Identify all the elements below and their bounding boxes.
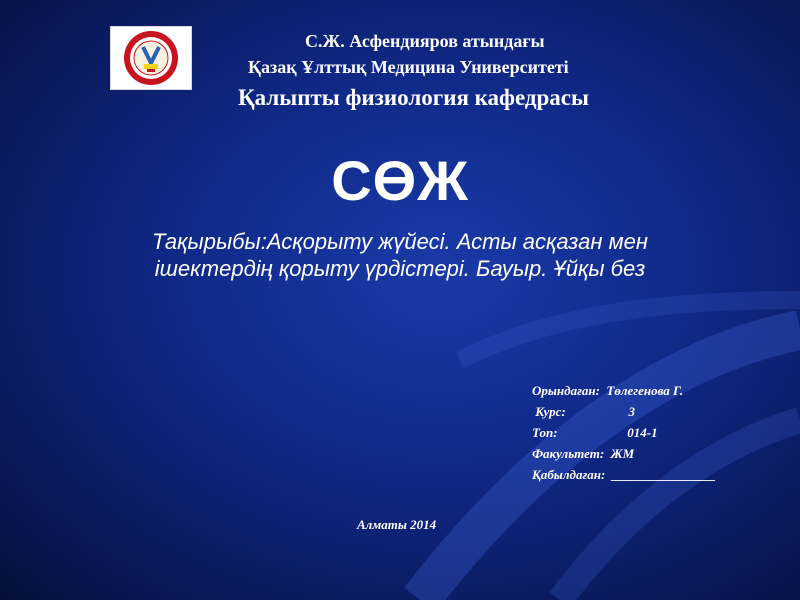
slide-title: СӨЖ bbox=[331, 149, 469, 212]
city-year: Алматы 2014 bbox=[357, 517, 437, 532]
header-line-2: Қазақ Ұлттық Медицина Университеті bbox=[248, 57, 569, 77]
topic-text bbox=[80, 228, 720, 282]
info-label: Курс: bbox=[535, 404, 566, 419]
info-value: ЖМ bbox=[610, 446, 635, 461]
info-value: 3 bbox=[628, 404, 635, 419]
topic-line-1: Тақырыбы:Асқорыту жүйесі. Асты асқазан мен bbox=[151, 229, 649, 254]
topic-line-2: ішектердің қорыту үрдістері. Бауыр. Ұйқы без bbox=[154, 256, 646, 281]
info-label: Факультет: bbox=[532, 446, 605, 461]
info-label: Қабылдаған: bbox=[532, 467, 606, 482]
info-row-faculty bbox=[532, 443, 792, 464]
info-row-group bbox=[532, 422, 792, 443]
header-line-1: С.Ж. Асфендияров атындағы bbox=[305, 31, 545, 51]
university-logo bbox=[110, 26, 192, 90]
department-title: Қалыпты физиология кафедрасы bbox=[238, 85, 589, 110]
info-row-author bbox=[532, 380, 792, 401]
info-row-reviewer bbox=[532, 464, 792, 485]
info-row-course bbox=[532, 401, 792, 422]
info-value: 014-1 bbox=[627, 425, 658, 440]
info-value: Төлегенова Г. bbox=[606, 383, 684, 398]
info-label: Топ: bbox=[532, 425, 558, 440]
author-info bbox=[532, 380, 792, 485]
info-label: Орындаған: bbox=[532, 383, 600, 398]
university-seal-icon bbox=[111, 27, 191, 89]
info-value: ________________ bbox=[611, 467, 716, 482]
